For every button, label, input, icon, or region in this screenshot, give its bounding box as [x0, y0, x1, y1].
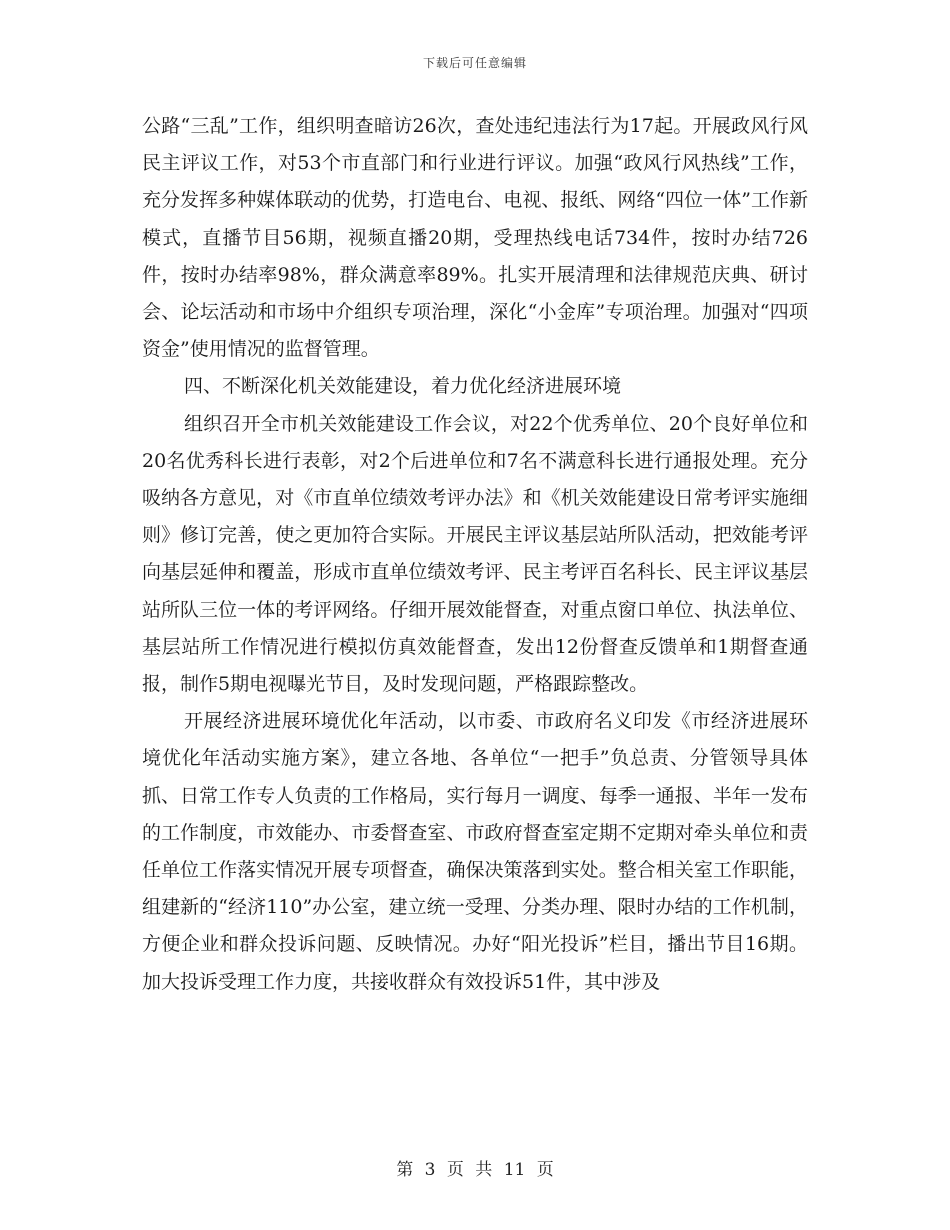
paragraph-efficiency-building: 组织召开全市机关效能建设工作会议，对22个优秀单位、20个良好单位和20名优秀科长进行表彰，对2个后进单位和7名不满意科长进行通报处理。充分吸纳各方意见，对《市直单位绩效考评办法》和《机关效能建设日常考评实施细则》修订完善，使之更加符合实际。开展民主评议基层站所队活动，把效能考评向基层延伸和覆盖，形成市直单位绩效考评、民主考评百名科长、民主评议基层站所队三位一体的考评网络。仔细开展效能督查，对重点窗口单位、执法单位、基层站所工作情况进行模拟仿真效能督查，发出12份督查反馈单和1期督查通报，制作5期电视曝光节目，及时发现问题，严格跟踪整改。	[142, 412, 808, 696]
paragraph-environment-optimization: 开展经济进展环境优化年活动，以市委、市政府名义印发《市经济进展环境优化年活动实施方案》，建立各地、各单位“一把手”负总责、分管领导具体抓、日常工作专人负责的工作格局，实行每月一调度、每季一通报、半年一发布的工作制度，市效能办、市委督查室、市政府督查室定期不定期对牵头单位和责任单位工作落实情况开展专项督查，确保决策落到实处。整合相关室工作职能，组建新的“经济110”办公室，建立统一受理、分类办理、限时办结的工作机制，方便企业和群众投诉问题、反映情况。办好“阳光投诉”栏目，播出节目16期。加大投诉受理工作力度，共接收群众有效投诉51件，其中涉及	[142, 710, 808, 993]
section-heading: 四、不断深化机关效能建设，着力优化经济进展环境	[184, 375, 622, 398]
document-body	[142, 108, 808, 1001]
header-note: 下载后可任意编辑	[422, 56, 527, 70]
page-number-footer: 第 3 页 共 11 页	[396, 1160, 554, 1180]
paragraph-continuation: 公路“三乱”工作，组织明查暗访26次，查处违纪违法行为17起。开展政风行风民主评议工作，对53个市直部门和行业进行评议。加强“政风行风热线”工作，充分发挥多种媒体联动的优势，打造电台、电视、报纸、网络“四位一体”工作新模式，直播节目56期，视频直播20期，受理热线电话734件，按时办结726件，按时办结率98%，群众满意率89%。扎实开展清理和法律规范庆典、研讨会、论坛活动和市场中介组织专项治理，深化“小金库”专项治理。加强对“四项资金”使用情况的监督管理。	[142, 115, 808, 361]
